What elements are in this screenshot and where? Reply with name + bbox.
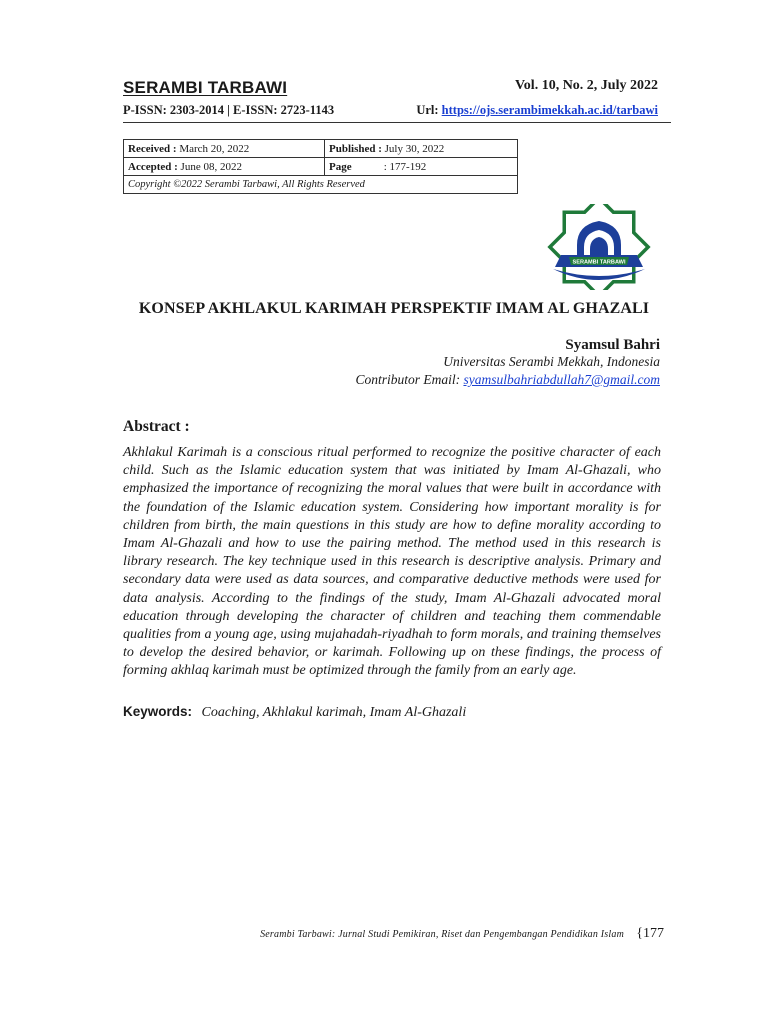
journal-logo [547, 204, 651, 290]
abstract-body: Akhlakul Karimah is a conscious ritual performed to recognize the positive character of each child. Such as the Islamic education system that was initiated by Imam Al-Ghazali, who emphasized the importance of recognizing the moral values that were built in accordance with the foundation of the Islamic education system. Considering how important morality is for children from birth, the main questions in this study are how to define morality according to Imam Al-Ghazali and how to use the pairing method. The method used in this research is library research. The key technique used in this research is descriptive analysis. Primary and secondary data were used as data sources, and comparative deductive methods were used for data analysis. According to the findings of the study, Imam Al-Ghazali advocated moral education through developing the character of children and teaching them commendable qualities from a young age, using mujahadah-riyadhah to form morals, and training themselves to develop the desired behavior, or karimah. Following up on these findings, the process of forming akhlaq karimah must be optimized through the family from an early age. [123, 445, 661, 679]
table-row [124, 176, 518, 194]
volume-info: Vol. 10, No. 2, July 2022 [514, 78, 658, 93]
footer-page-number: {177 [636, 926, 664, 941]
published-date: July 30, 2022 [384, 142, 445, 155]
contributor-email-line [355, 372, 660, 388]
received-cell [124, 140, 325, 158]
keywords-label: Keywords: [123, 704, 193, 719]
keywords-value: Coaching, Akhlakul karimah, Imam Al-Ghazali [201, 705, 467, 720]
accepted-date: June 08, 2022 [180, 160, 242, 173]
header-rule [123, 122, 671, 123]
journal-url-line [416, 103, 658, 118]
accepted-cell [124, 158, 325, 176]
abstract-heading: Abstract : [123, 418, 190, 435]
page-cell [325, 158, 518, 176]
published-label: Published : [329, 142, 382, 155]
page-range: : 177-192 [383, 160, 427, 173]
table-row [124, 158, 518, 176]
email-label: Contributor Email: [355, 372, 461, 387]
author-name: Syamsul Bahri [565, 337, 660, 353]
journal-name: SERAMBI TARBAWI [123, 78, 288, 97]
published-cell [325, 140, 518, 158]
footer-journal-name: Serambi Tarbawi: Jurnal Studi Pemikiran, Riset dan Pengembangan Pendidikan Islam [260, 929, 624, 940]
issn-info: P-ISSN: 2303-2014 | E-ISSN: 2723-1143 [123, 103, 335, 117]
received-label: Received : [128, 142, 177, 155]
url-label: Url: [416, 103, 439, 117]
page-label: Page [329, 160, 352, 173]
paper-title: KONSEP AKHLAKUL KARIMAH PERSPEKTIF IMAM AL GHAZALI [138, 300, 650, 317]
accepted-label: Accepted : [128, 160, 178, 173]
author-affiliation: Universitas Serambi Mekkah, Indonesia [443, 354, 660, 369]
copyright-notice: Copyright ©2022 Serambi Tarbawi, All Rights Reserved [124, 176, 518, 194]
contributor-email-link[interactable]: syamsulbahriabdullah7@gmail.com [463, 372, 660, 387]
logo-text: SERAMBI TARBAWI [572, 259, 626, 266]
keywords-line [123, 704, 466, 721]
received-date: March 20, 2022 [179, 142, 250, 155]
publication-dates-table [123, 139, 518, 194]
journal-url-link[interactable]: https://ojs.serambimekkah.ac.id/tarbawi [441, 103, 658, 117]
table-row [124, 140, 518, 158]
